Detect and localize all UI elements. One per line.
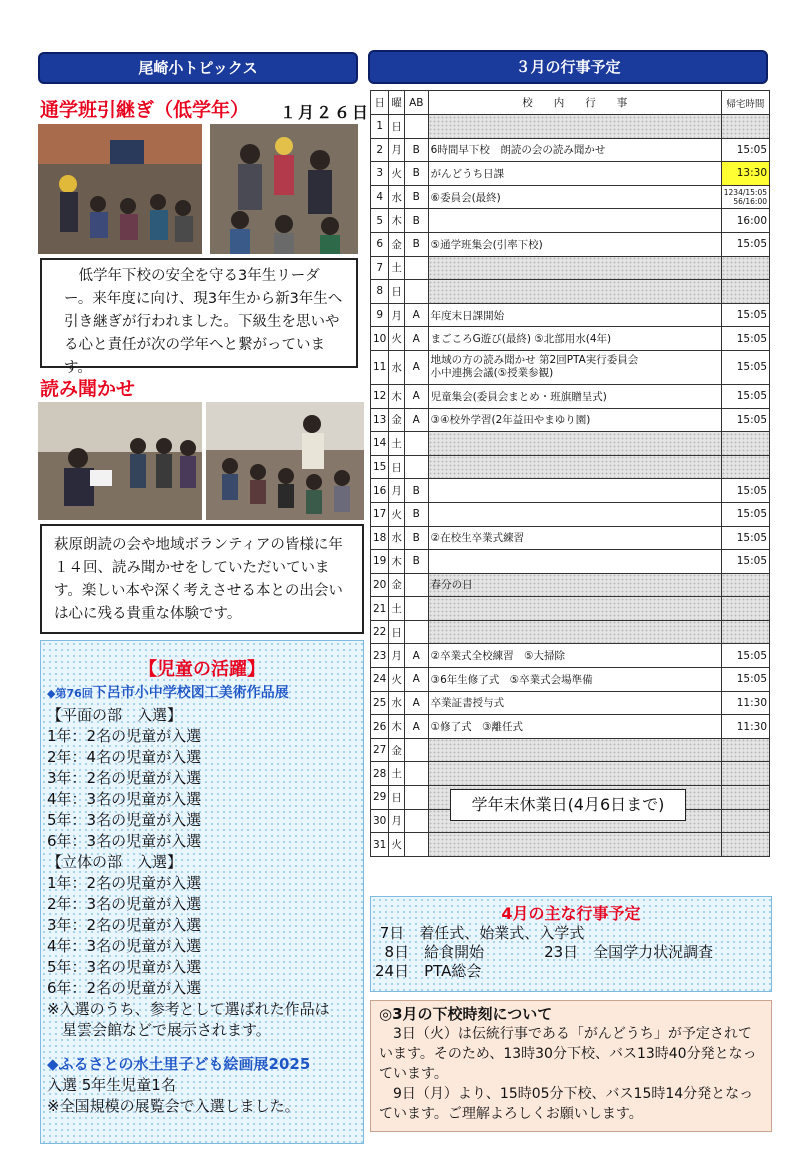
schedule-table-wrap	[370, 90, 770, 857]
table-row	[371, 833, 770, 857]
note1: ※入選のうち、参考として選ばれた作品は	[47, 1000, 330, 1018]
row-day: 6	[371, 232, 389, 256]
row-event-line2: 小中連携会議(⑤授業参観)	[430, 367, 554, 380]
photo-handover-1	[38, 124, 202, 254]
row-day: 12	[371, 384, 389, 408]
row-day: 4	[371, 185, 389, 209]
row-ab	[404, 809, 428, 833]
table-row	[371, 738, 770, 762]
row-weekday: 月	[389, 303, 405, 327]
table-row	[371, 668, 770, 692]
row-event: 児童集会(委員会まとめ・班旗贈呈式)	[428, 384, 721, 408]
row-weekday: 金	[389, 738, 405, 762]
table-row	[371, 327, 770, 351]
row-ab	[404, 833, 428, 857]
contest1-prefix: ◆第76回	[47, 687, 93, 700]
row-time: 15:05	[721, 384, 769, 408]
header-time: 帰宅時間	[721, 91, 769, 115]
row-event: ①修了式 ③離任式	[428, 715, 721, 739]
april-line1: 7日 着任式、始業式、入学式	[375, 924, 585, 942]
header-event: 校 内 行 事	[428, 91, 721, 115]
row-weekday: 日	[389, 620, 405, 644]
row-time	[721, 833, 769, 857]
row-time: 15:05	[721, 668, 769, 692]
row-day: 17	[371, 502, 389, 526]
row-weekday: 日	[389, 786, 405, 810]
row-day: 28	[371, 762, 389, 786]
row-ab	[404, 762, 428, 786]
row-ab: B	[404, 502, 428, 526]
activity-box	[40, 640, 364, 1144]
row-day: 9	[371, 303, 389, 327]
april-line3: 24日 PTA総会	[375, 962, 482, 980]
row-day: 19	[371, 550, 389, 574]
row-weekday: 水	[389, 691, 405, 715]
row-weekday: 水	[389, 526, 405, 550]
row-ab	[404, 256, 428, 280]
row-ab: A	[404, 644, 428, 668]
row-time: 15:05	[721, 526, 769, 550]
row-weekday: 土	[389, 256, 405, 280]
flat-3: 3年：2名の児童が入選	[47, 769, 202, 787]
table-row	[371, 408, 770, 432]
row-event: まごころG遊び(最終) ⑤北部用水(4年)	[428, 327, 721, 351]
row-time: 13:30	[721, 162, 769, 186]
row-ab: B	[404, 550, 428, 574]
row-day: 2	[371, 138, 389, 162]
row-day: 31	[371, 833, 389, 857]
flat-4: 4年：3名の児童が入選	[47, 790, 202, 808]
note1b: 星雲会館などで展示されます。	[47, 1021, 271, 1039]
row-weekday: 金	[389, 573, 405, 597]
row-weekday: 火	[389, 502, 405, 526]
table-row	[371, 597, 770, 621]
row-event	[428, 762, 721, 786]
row-day: 8	[371, 280, 389, 304]
row-event: ②在校生卒業式練習	[428, 526, 721, 550]
row-day: 10	[371, 327, 389, 351]
row-time: 15:05	[721, 550, 769, 574]
row-weekday: 金	[389, 408, 405, 432]
row-weekday: 日	[389, 115, 405, 139]
row-day: 30	[371, 809, 389, 833]
row-weekday: 火	[389, 668, 405, 692]
row-ab	[404, 432, 428, 456]
row-event: 年度末日課開始	[428, 303, 721, 327]
solid-1: 1年：2名の児童が入選	[47, 874, 202, 892]
row-time: 15:05	[721, 232, 769, 256]
flat-heading: 【平面の部 入選】	[47, 706, 183, 724]
spring-break-label: 学年末休業日(4月6日まで)	[450, 789, 686, 821]
flat-6: 6年：3名の児童が入選	[47, 832, 202, 850]
row-ab: B	[404, 209, 428, 233]
table-row	[371, 209, 770, 233]
row-event	[428, 738, 721, 762]
contest1-name: 下呂市小中学校図工美術作品展	[92, 685, 289, 701]
table-row	[371, 691, 770, 715]
row-time	[721, 256, 769, 280]
row-day: 27	[371, 738, 389, 762]
row-event	[428, 256, 721, 280]
row-weekday: 月	[389, 644, 405, 668]
row-weekday: 木	[389, 209, 405, 233]
row-time: 11:30	[721, 715, 769, 739]
row-event	[428, 597, 721, 621]
section1-heading: 通学班引継ぎ（低学年）	[40, 99, 250, 121]
row-event	[428, 209, 721, 233]
table-row	[371, 573, 770, 597]
table-row	[371, 162, 770, 186]
row-event: 6時間早下校 朗読の会の読み聞かせ	[428, 138, 721, 162]
table-row	[371, 644, 770, 668]
row-time: 15:05	[721, 408, 769, 432]
row-ab	[404, 738, 428, 762]
row-time: 15:05	[721, 502, 769, 526]
row-time	[721, 432, 769, 456]
row-ab: B	[404, 526, 428, 550]
row-ab: B	[404, 232, 428, 256]
contest2-result: 入選 5年生児童1名	[47, 1076, 176, 1094]
row-weekday: 土	[389, 762, 405, 786]
section2-body: 萩原朗読の会や地域ボランティアの皆様に年１４回、読み聞かせをしていただいています。楽しい本や深く考えさせる本との出会いは心に残る貴重な体験です。	[40, 524, 364, 634]
row-time	[721, 573, 769, 597]
notice-p1: 3日（火）は伝統行事である「がんどうち」が予定されています。そのため、13時30分下校、バス13時40分発となっています。	[379, 1026, 757, 1082]
row-event: ③6年生修了式 ⑤卒業式会場準備	[428, 668, 721, 692]
row-weekday: 月	[389, 479, 405, 503]
flat-2: 2年：4名の児童が入選	[47, 748, 202, 766]
table-header-row	[371, 91, 770, 115]
table-row	[371, 526, 770, 550]
row-event	[428, 620, 721, 644]
row-day: 13	[371, 408, 389, 432]
row-day: 20	[371, 573, 389, 597]
row-time	[721, 786, 769, 810]
row-time: 16:00	[721, 209, 769, 233]
row-event: ③④校外学習(2年益田やまゆり園)	[428, 408, 721, 432]
row-weekday: 火	[389, 327, 405, 351]
table-row	[371, 115, 770, 139]
row-weekday: 火	[389, 833, 405, 857]
row-time-line1: 1234/15:05	[723, 188, 767, 198]
table-row	[371, 479, 770, 503]
row-event	[428, 432, 721, 456]
april-line2: 8日 給食開始 23日 全国学力状況調査	[375, 943, 714, 961]
row-day: 24	[371, 668, 389, 692]
table-row	[371, 432, 770, 456]
row-weekday: 土	[389, 597, 405, 621]
solid-4: 4年：3名の児童が入選	[47, 937, 202, 955]
solid-heading: 【立体の部 入選】	[47, 853, 183, 871]
row-event: ②卒業式全校練習 ⑤大掃除	[428, 644, 721, 668]
row-day: 21	[371, 597, 389, 621]
row-weekday: 水	[389, 350, 405, 384]
row-ab: B	[404, 162, 428, 186]
row-event	[428, 502, 721, 526]
photo-reading-2	[206, 402, 364, 520]
table-row	[371, 303, 770, 327]
notice-p2: 9日（月）より、15時05分下校、バス15時14分発となっています。ご理解よろしくお願いします。	[379, 1086, 754, 1122]
row-event	[428, 280, 721, 304]
table-row	[371, 185, 770, 209]
row-day: 23	[371, 644, 389, 668]
row-weekday: 日	[389, 280, 405, 304]
april-box	[370, 896, 772, 992]
row-time	[721, 738, 769, 762]
row-time: 15:05	[721, 138, 769, 162]
row-weekday: 月	[389, 138, 405, 162]
flat-1: 1年：2名の児童が入選	[47, 727, 202, 745]
activity-title: 【児童の活躍】	[139, 659, 265, 680]
row-ab	[404, 115, 428, 139]
row-ab: B	[404, 479, 428, 503]
row-day: 7	[371, 256, 389, 280]
section1-body: 低学年下校の安全を守る3年生リーダー。来年度に向け、現3年生から新3年生へ引き継ぎが行われました。下級生を思いやる心と責任が次の学年へと繋がっています。	[40, 258, 358, 368]
note2: ※全国規模の展覧会で入選しました。	[47, 1097, 300, 1115]
row-event: ⑤通学班集会(引率下校)	[428, 232, 721, 256]
row-weekday: 木	[389, 550, 405, 574]
table-row	[371, 502, 770, 526]
table-row	[371, 384, 770, 408]
table-row	[371, 350, 770, 384]
row-time: 15:05	[721, 350, 769, 384]
row-weekday: 木	[389, 715, 405, 739]
row-day: 29	[371, 786, 389, 810]
row-weekday: 火	[389, 162, 405, 186]
solid-3: 3年：2名の児童が入選	[47, 916, 202, 934]
row-event-line1: 地域の方の読み聞かせ 第2回PTA実行委員会	[430, 354, 639, 367]
section1-date: １月２６日	[280, 103, 371, 122]
row-ab: A	[404, 327, 428, 351]
row-event	[428, 455, 721, 479]
row-weekday: 金	[389, 232, 405, 256]
row-day: 11	[371, 350, 389, 384]
row-day: 26	[371, 715, 389, 739]
schedule-banner: ３月の行事予定	[368, 50, 768, 84]
row-ab	[404, 597, 428, 621]
solid-2: 2年：3名の児童が入選	[47, 895, 202, 913]
row-ab: A	[404, 668, 428, 692]
row-time	[721, 597, 769, 621]
notice-box	[370, 1000, 772, 1132]
row-weekday: 月	[389, 809, 405, 833]
row-ab: B	[404, 138, 428, 162]
row-time: 15:05	[721, 303, 769, 327]
row-ab	[404, 280, 428, 304]
table-row	[371, 138, 770, 162]
row-day: 16	[371, 479, 389, 503]
row-day: 1	[371, 115, 389, 139]
row-ab: A	[404, 715, 428, 739]
table-row	[371, 762, 770, 786]
header-day: 日	[371, 91, 389, 115]
row-day: 25	[371, 691, 389, 715]
contest1-line	[47, 681, 363, 705]
row-event	[428, 479, 721, 503]
row-ab: A	[404, 408, 428, 432]
section2-heading: 読み聞かせ	[40, 378, 136, 400]
row-day: 18	[371, 526, 389, 550]
row-time	[721, 280, 769, 304]
row-time: 15:05	[721, 644, 769, 668]
notice-title: ◎3月の下校時刻について	[379, 1005, 553, 1023]
table-row	[371, 715, 770, 739]
row-ab	[404, 786, 428, 810]
table-row	[371, 550, 770, 574]
row-time	[721, 455, 769, 479]
row-ab	[404, 455, 428, 479]
table-row	[371, 280, 770, 304]
row-weekday: 木	[389, 384, 405, 408]
row-event: 卒業証書授与式	[428, 691, 721, 715]
solid-6: 6年：2名の児童が入選	[47, 979, 202, 997]
row-time: 11:30	[721, 691, 769, 715]
row-ab: A	[404, 384, 428, 408]
row-day: 5	[371, 209, 389, 233]
row-weekday: 水	[389, 185, 405, 209]
row-event	[428, 550, 721, 574]
topics-banner: 尾崎小トピックス	[38, 52, 358, 84]
table-row	[371, 455, 770, 479]
header-ab: AB	[404, 91, 428, 115]
row-time: 15:05	[721, 479, 769, 503]
contest2: ◆ふるさとの水土里子ども絵画展2025	[47, 1055, 311, 1073]
table-row	[371, 256, 770, 280]
schedule-table	[370, 90, 770, 857]
row-event: 春分の日	[428, 573, 721, 597]
row-ab: B	[404, 185, 428, 209]
row-time: 15:05	[721, 327, 769, 351]
row-ab: A	[404, 691, 428, 715]
row-time	[721, 115, 769, 139]
row-event	[428, 115, 721, 139]
row-day: 14	[371, 432, 389, 456]
flat-5: 5年：3名の児童が入選	[47, 811, 202, 829]
april-title: 4月の主な行事予定	[501, 904, 641, 923]
header-weekday: 曜	[389, 91, 405, 115]
row-ab	[404, 573, 428, 597]
row-weekday: 日	[389, 455, 405, 479]
row-day: 22	[371, 620, 389, 644]
row-ab: A	[404, 350, 428, 384]
row-day: 15	[371, 455, 389, 479]
row-ab: A	[404, 303, 428, 327]
row-time	[721, 620, 769, 644]
row-ab	[404, 620, 428, 644]
row-event: ⑥委員会(最終)	[428, 185, 721, 209]
row-time-line2: 56/16:00	[733, 197, 767, 207]
row-time	[721, 809, 769, 833]
row-time	[721, 185, 769, 209]
row-event	[428, 833, 721, 857]
row-time	[721, 762, 769, 786]
table-row	[371, 232, 770, 256]
row-day: 3	[371, 162, 389, 186]
photo-handover-2	[210, 124, 358, 254]
photo-reading-1	[38, 402, 202, 520]
table-row	[371, 620, 770, 644]
row-event: がんどうち日課	[428, 162, 721, 186]
row-event	[428, 350, 721, 384]
row-weekday: 土	[389, 432, 405, 456]
solid-5: 5年：3名の児童が入選	[47, 958, 202, 976]
